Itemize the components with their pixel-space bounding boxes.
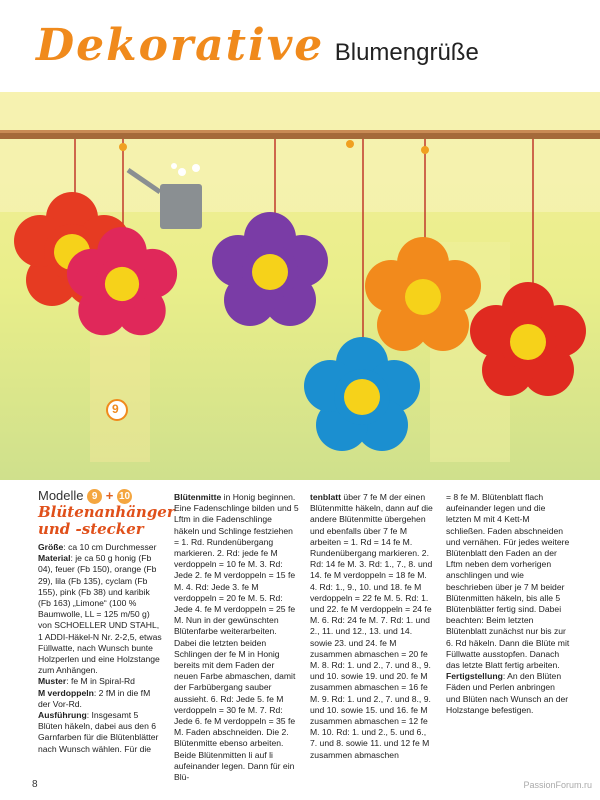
- label: M verdoppeln: [38, 687, 94, 698]
- text: : fe M in Spiral-Rd: [66, 676, 135, 687]
- watermark: PassionForum.ru: [523, 780, 592, 790]
- text: in Honig beginnen. Eine Fadenschlinge bilden und 5 Lftm in die Fadenschlinge häkeln und Schlinge festziehen = 1. Rd. Rundenübergang markieren. 2. Rd: jede fe M verdoppeln = 10 fe M. 3. Rd: Jede 2. fe M verdoppeln = 15 fe M. 4. Rd: Jede 3. fe M verdoppeln = 20 fe M. 5. Rd: Jede 4. fe M verdoppeln = 25 fe M. Nun in der gewünschten Blütenfarbe weiterarbeiten. Dabei die letzten beiden Schlingen der fe M in Honig bereits mit dem Faden der neuen Farbe abmaschen, damit der Farbübergang sauber aussieht. 6. Rd: Jede 5. fe M verdoppeln = 30 fe M. 7. Rd: Jede 6. fe M verdoppeln = 35 fe M. Faden abschneiden. Die 2. Blütenmitte ebenso arbeiten. Beide Blütenmitten li auf li aufeinander legen. Dann für ein Blü-: [174, 492, 299, 783]
- flower-photo: [0, 92, 600, 480]
- label: Ausführung: [38, 710, 87, 721]
- text-column-1: [38, 542, 163, 755]
- title-sub: Blumengrüße: [334, 39, 479, 66]
- label: Fertigstellung: [446, 671, 503, 682]
- title-main: Dekorative: [36, 20, 325, 71]
- text: : An den Blüten Fäden und Perlen anbringen und Blüten nach Wunsch an der Holzstange befestigen.: [446, 671, 569, 715]
- photo-badge: 9: [112, 402, 119, 416]
- page-number: 8: [32, 779, 38, 790]
- label: Größe: [38, 542, 64, 552]
- label: Blütenmitte: [174, 492, 222, 502]
- text-column-2: [174, 492, 299, 783]
- model-number-badge: 9: [87, 489, 102, 504]
- model-prefix: Modelle: [38, 488, 84, 503]
- text: : 2 fM in die fM der Vor-Rd.: [38, 687, 151, 709]
- model-subtitle: Blütenanhänger und -stecker: [38, 503, 175, 538]
- text: = 8 fe M. Blütenblatt flach aufeinander legen und die letzten M mit 4 Kett-M schließen. Faden abschneiden und vernähen. Für jedes weitere Blütenblatt den Faden an der Lftm neben dem vorherigen anschlingen und wie beschrieben über je 7 M beider Blütenmitten häkeln, bis alle 5 Blütenblätter fertig sind. Dabei beachten: Beim letzten Blütenblatt zunächst nur bis zur 6. Rd häkeln. Dann die Blüte mit Füllwatte ausstopfen. Danach das letzte Blatt fertig arbeiten.: [446, 492, 570, 671]
- model-plus: +: [105, 488, 114, 503]
- label: Muster: [38, 676, 67, 687]
- text-column-3: [310, 492, 435, 761]
- text: : Insgesamt 5 Blüten häkeln, dabei aus den 6 Garnfarben für die Blütenblätter nach Wunsch wählen. Für die: [38, 710, 159, 754]
- label: tenblatt: [310, 492, 342, 502]
- label: Material: [38, 553, 71, 564]
- text: : ca 10 cm Durchmesser: [63, 542, 157, 552]
- page-title: [36, 20, 479, 80]
- text: : je ca 50 g honig (Fb 04), feuer (Fb 150), orange (Fb 29), lila (Fb 135), cyclam (Fb 155), pink (Fb 38) und karibik (Fb 163) „Limone“ (100 % Baumwolle, LL = 125 m/50 g) von SCHOELLER UND STAHL, 1 ADDI-Häkel-N Nr. 2-2,5, etwas Füllwatte, nach Wunsch bunte Holzperlen und eine Holzstange zum Anhängen.: [38, 553, 162, 676]
- model-heading: [38, 488, 132, 504]
- text: über 7 fe M der einen Blütenmitte häkeln, dann auf die andere Blütenmitte übergehen und ebenfalls über 7 fe M arbeiten = 1. Rd = 14 fe M. Rundenübergang markieren. 2. Rd: 14 fe M. 3. Rd: 1., 7., 8. und 14. fe M verdoppeln = 18 fe M. 4. Rd: 1., 9., 10. und 18. fe M verdoppeln = 22 fe M. 5. Rd: 1. und 22. fe M verdoppeln = 24 fe M. 6. Rd: 24 fe M. 7. Rd: 1. und 2., 11. und 12., 13. und 14. sowie 23. und 24. fe M zusammen abmaschen = 20 fe M. 8. Rd: 1. und 2., 7. und 8., 9. und 10. sowie 19. und 20. fe M zusammen abmaschen = 16 fe M. 9. Rd: 1. und 2., 7. und 8., 9. und 10. sowie 15. und 16. fe M zusammen abmaschen = 12 fe M. 10. Rd: 1. und 2., 5. und 6., 7. und 8. sowie 11. und 12 fe M zusammen abmaschen: [310, 492, 433, 760]
- text-column-4: [446, 492, 571, 716]
- model-number-badge: 10: [118, 491, 131, 503]
